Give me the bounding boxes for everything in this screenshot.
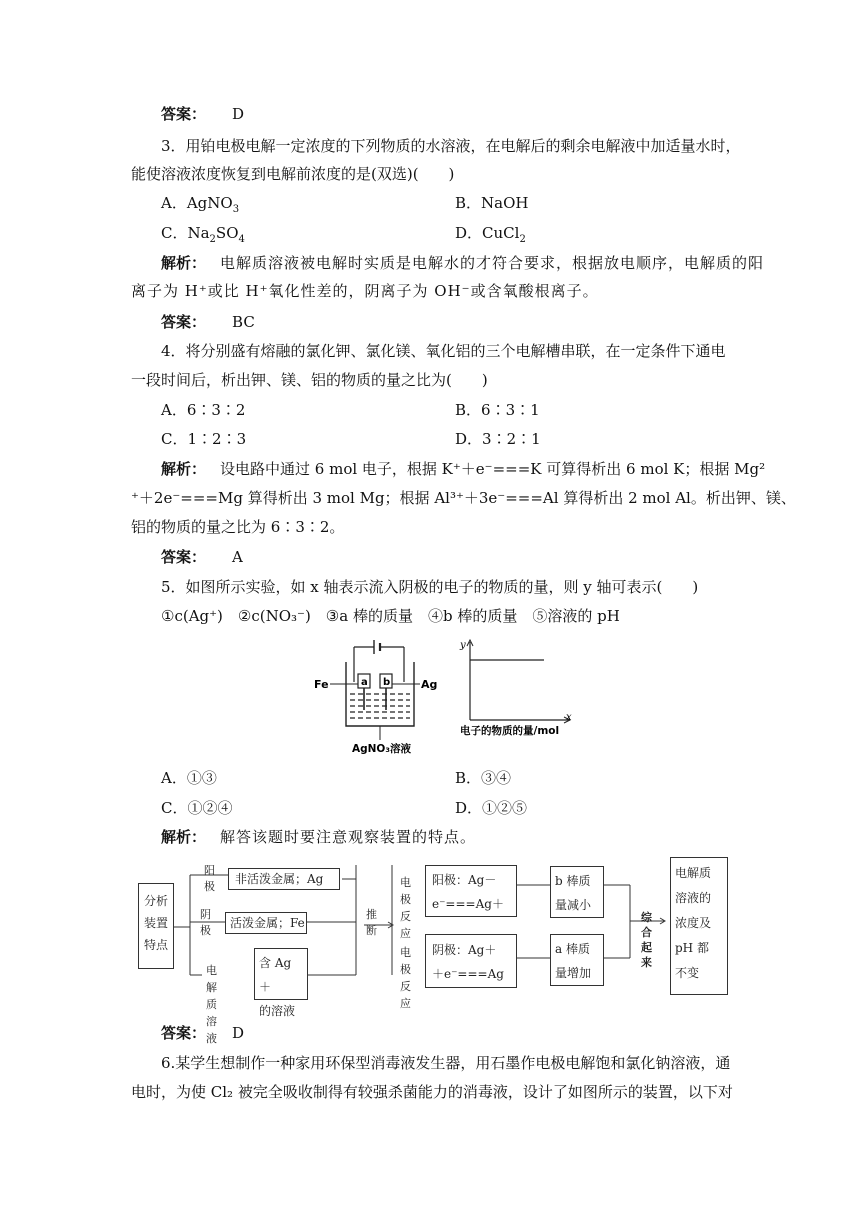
graph-x-label: x bbox=[566, 712, 572, 723]
flow-result-line4: pH 都 bbox=[675, 941, 709, 955]
q2-answer-row bbox=[161, 103, 244, 125]
flow-infer-label: 推断 bbox=[366, 908, 377, 937]
flow-result-line2: 溶液的 bbox=[675, 891, 712, 905]
flow-reaction-label-top1: 电极 bbox=[400, 876, 411, 906]
ag-label: Ag bbox=[421, 678, 438, 691]
q3-analysis-line2: 离子为 H⁺或比 H⁺氧化性差的，阴离子为 OH⁻或含氧酸根离子。 bbox=[131, 282, 599, 300]
q3-answer-value: BC bbox=[232, 313, 255, 331]
flow-reaction-label-bottom1: 电极 bbox=[400, 946, 411, 976]
q6-stem-line2: 电时，为使 Cl₂ 被完全吸收制得有较强杀菌能力的消毒液，设计了如图所示的装置，以下对 bbox=[131, 1083, 733, 1101]
q5-option-c: C．①②④ bbox=[161, 799, 233, 817]
flow-result-line1: 电解质 bbox=[675, 866, 712, 880]
q5-answer-row bbox=[161, 1022, 244, 1044]
flow-result-line3: 浓度及 bbox=[675, 916, 712, 930]
q4-answer-label: 答案： bbox=[161, 548, 207, 566]
q3-opt-c-sub2: 4 bbox=[238, 234, 245, 245]
graph-y-label: y bbox=[460, 640, 466, 651]
q5-option-a: A．①③ bbox=[161, 769, 217, 787]
flow-b-rod-box bbox=[550, 866, 604, 918]
flow-anode-rxn2: e⁻===Ag＋ bbox=[432, 897, 504, 911]
flow-b-box1: b 棒质 bbox=[555, 874, 591, 888]
q4-answer-row bbox=[161, 546, 243, 568]
q3-analysis-label: 解析： bbox=[161, 254, 207, 272]
q3-stem-line2: 能使溶液浓度恢复到电解前浓度的是(双选)( ) bbox=[131, 165, 455, 183]
electrolysis-figure bbox=[300, 636, 590, 758]
flow-b-box2: 量减小 bbox=[555, 898, 592, 912]
flow-cathode-rxn1: 阴极：Ag＋ bbox=[432, 943, 497, 957]
q3-analysis-line1 bbox=[161, 252, 764, 274]
flow-reaction-label-bottom bbox=[400, 944, 411, 1012]
flow-electrolyte-box bbox=[254, 948, 308, 1018]
flow-anode-rxn1: 阳极：Ag－ bbox=[432, 873, 497, 887]
q5-answer-value: D bbox=[232, 1024, 245, 1042]
q3-option-c bbox=[161, 222, 245, 251]
electrode-b-label: b bbox=[383, 677, 391, 688]
q4-option-c: C．1∶2∶3 bbox=[161, 430, 247, 448]
flow-cathode-rxn2: ＋e⁻===Ag bbox=[432, 967, 504, 981]
q5-option-b: B．③④ bbox=[455, 769, 512, 787]
flow-electrolyte-box1: 含 Ag＋ bbox=[259, 956, 292, 994]
graph-x-axis-title: 电子的物质的量/mol bbox=[460, 725, 560, 737]
flow-anode-box: 非活泼金属；Ag bbox=[228, 868, 340, 890]
q3-analysis-text1: 电解质溶液被电解时实质是电解水的才符合要求，根据放电顺序，电解质的阳 bbox=[220, 254, 765, 272]
q5-analysis-label: 解析： bbox=[161, 828, 207, 846]
flow-start-line2: 装置 bbox=[143, 916, 168, 930]
flow-combine-label bbox=[641, 910, 652, 970]
flow-combine2: 起来 bbox=[641, 941, 652, 969]
flow-reaction-label-bottom2: 反应 bbox=[400, 980, 411, 1010]
flow-a-box2: 量增加 bbox=[555, 966, 592, 980]
q4-analysis-label: 解析： bbox=[161, 460, 207, 478]
q5-option-d: D．①②⑤ bbox=[455, 799, 528, 817]
q4-option-a: A．6∶3∶2 bbox=[161, 401, 246, 419]
q5-answer-label: 答案： bbox=[161, 1024, 207, 1042]
flow-combine1: 综合 bbox=[641, 911, 652, 939]
q5-options-line: ①c(Ag⁺) ②c(NO₃⁻) ③a 棒的质量 ④b 棒的质量 ⑤溶液的 pH bbox=[161, 607, 620, 625]
flow-a-box1: a 棒质 bbox=[555, 942, 590, 956]
q3-opt-a-text: A．AgNO bbox=[161, 194, 233, 212]
q3-option-a bbox=[161, 192, 239, 221]
flow-electrolyte-label1: 电解质 bbox=[206, 964, 217, 1011]
flow-electrolyte-box2: 的溶液 bbox=[259, 1004, 296, 1018]
q5-analysis-text: 解答该题时要注意观察装置的特点。 bbox=[220, 828, 477, 846]
solution-hatching bbox=[350, 694, 410, 718]
flow-start-box bbox=[138, 883, 174, 969]
flow-reaction-label-top bbox=[400, 874, 411, 942]
flow-cathode-reaction-box bbox=[425, 934, 517, 988]
fe-label: Fe bbox=[314, 678, 329, 691]
q4-analysis-line1 bbox=[161, 458, 765, 480]
flow-start-line3: 特点 bbox=[143, 938, 168, 952]
flow-result-box bbox=[670, 857, 728, 995]
flow-anode-reaction-box bbox=[425, 865, 517, 917]
q3-opt-d-text: D．CuCl bbox=[455, 224, 520, 242]
q3-opt-c-text: C．Na bbox=[161, 224, 210, 242]
q5-stem-line1: 5．如图所示实验，如 x 轴表示流入阴极的电子的物质的量，则 y 轴可表示( ) bbox=[161, 578, 699, 596]
solution-label: AgNO₃溶液 bbox=[352, 743, 411, 755]
flow-cathode-box: 活泼金属；Fe bbox=[225, 912, 307, 934]
q4-stem-line1: 4．将分别盛有熔融的氯化钾、氯化镁、氧化铝的三个电解槽串联，在一定条件下通电 bbox=[161, 342, 726, 360]
flow-a-rod-box bbox=[550, 934, 604, 986]
flow-reaction-label-top2: 反应 bbox=[400, 910, 411, 940]
q3-opt-c-sub1: 2 bbox=[209, 234, 216, 245]
q4-option-d: D．3∶2∶1 bbox=[455, 430, 541, 448]
flow-result-line5: 不变 bbox=[675, 966, 700, 980]
q3-answer-row bbox=[161, 311, 255, 333]
q3-opt-a-sub: 3 bbox=[232, 204, 240, 215]
flow-electrolyte-label2: 溶液 bbox=[206, 1015, 217, 1045]
q3-answer-label: 答案： bbox=[161, 313, 207, 331]
q4-stem-line2: 一段时间后，析出钾、镁、铝的物质的量之比为( ) bbox=[131, 371, 488, 389]
q4-analysis-line2: ⁺＋2e⁻===Mg 算得析出 3 mol Mg；根据 Al³⁺＋3e⁻===Al 算得析出 2 mol Al。析出钾、镁、 bbox=[131, 489, 796, 507]
q3-opt-d-sub: 2 bbox=[519, 234, 526, 245]
q5-analysis-row bbox=[161, 826, 476, 848]
q4-answer-value: A bbox=[232, 548, 243, 566]
q3-stem-line1: 3．用铂电极电解一定浓度的下列物质的水溶液，在电解后的剩余电解液中加适量水时， bbox=[161, 137, 741, 155]
q3-option-d bbox=[455, 222, 526, 251]
q4-analysis-text1: 设电路中通过 6 mol 电子，根据 K⁺＋e⁻===K 可算得析出 6 mol K；根据 Mg² bbox=[220, 460, 766, 478]
flow-anode-label: 阳极 bbox=[204, 864, 215, 893]
q4-analysis-line3: 铝的物质的量之比为 6∶3∶2。 bbox=[131, 518, 345, 536]
q2-answer-value: D bbox=[232, 105, 245, 123]
q3-opt-c-mid: SO bbox=[215, 224, 239, 242]
q2-answer-label: 答案： bbox=[161, 105, 207, 123]
flow-cathode-label: 阴极 bbox=[200, 908, 211, 937]
electrode-a-label: a bbox=[361, 677, 368, 688]
flow-start-line1: 分析 bbox=[143, 894, 168, 908]
q3-option-b: B．NaOH bbox=[455, 194, 529, 212]
q4-option-b: B．6∶3∶1 bbox=[455, 401, 540, 419]
q6-stem-line1: 6.某学生想制作一种家用环保型消毒液发生器，用石墨作电极电解饱和氯化钠溶液，通 bbox=[161, 1054, 731, 1072]
